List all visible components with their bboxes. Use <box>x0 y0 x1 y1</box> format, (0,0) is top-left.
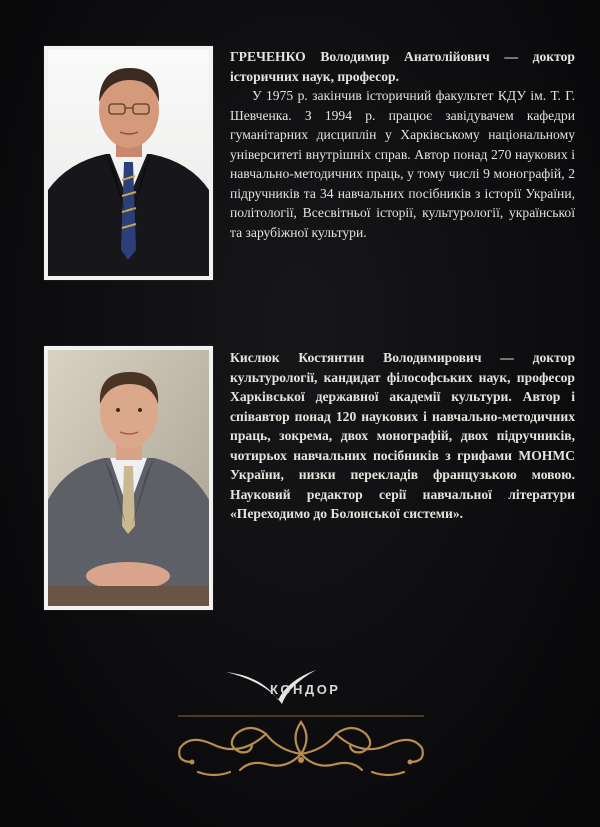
author1-lead: ГРЕЧЕНКО Володимир Анатолійович — доктор історичних наук, професор. <box>230 49 575 84</box>
author1-text: У 1975 р. закінчив історичний факультет КДУ ім. Т. Г. Шевченка. З 1994 р. працює завідувачем кафедри гуманітарних дисциплін у Харківському національному університеті внутрішніх справ. Автор понад 270 наукових і навчально-методичних праць, у тому числі 9 монографій, 2 підручників та 34 навчальних посібників з історії України, політології, Всесвітньої історії, культурології, української та зарубіжної культури. <box>230 88 575 240</box>
author1-bio <box>230 47 575 242</box>
author2-bio <box>230 348 575 524</box>
author2-text: Кислюк Костянтин Володимирович — доктор культурології, кандидат філософських наук, професор Харківської державної академії культури. Автор і співавтор понад 120 наукових і навчально-методичних праць, зокрема, двох монографій, двох підручників, чотирьох навчальних посібників з грифами МОНМС України, низки перекладів французькою мовою. Науковий редактор серії навчальної літератури «Переходимо до Болонської системи». <box>230 350 575 521</box>
author1-photo <box>44 46 213 280</box>
publisher-name: КОНДОР <box>270 682 341 697</box>
ornament-icon <box>170 712 432 782</box>
author2-photo <box>44 346 213 610</box>
